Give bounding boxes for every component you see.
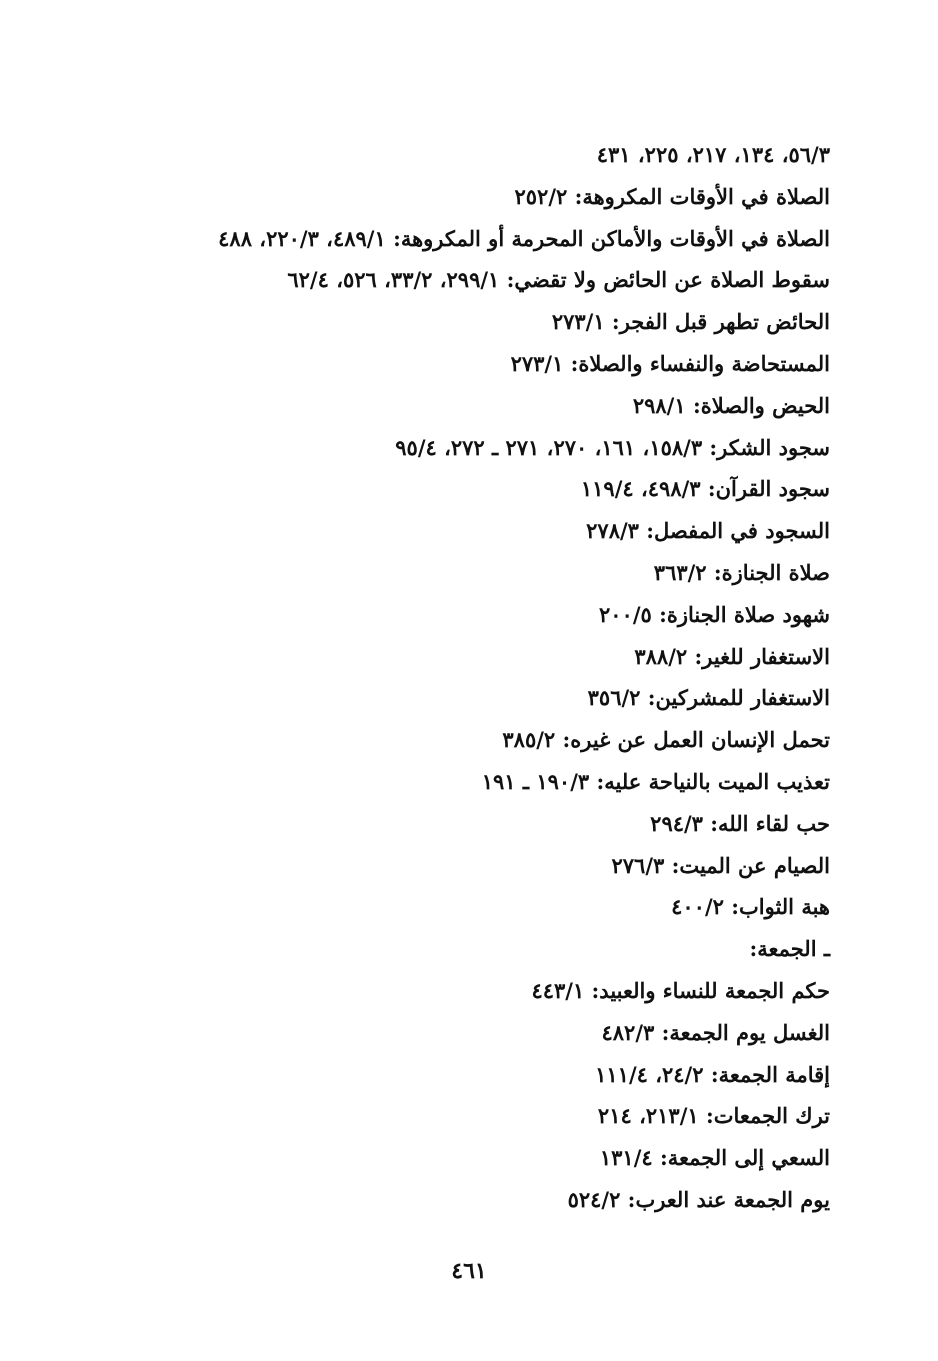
index-entry: ترك الجمعات: ٢١٣/١، ٢١٤ bbox=[597, 1103, 830, 1129]
index-entry: شهود صلاة الجنازة: ٢٠٠/٥ bbox=[599, 601, 830, 627]
index-entry: الغسل يوم الجمعة: ٤٨٢/٣ bbox=[601, 1019, 830, 1045]
index-entry: المستحاضة والنفساء والصلاة: ٢٧٣/١ bbox=[510, 350, 830, 376]
index-entry: إقامة الجمعة: ٢٤/٢، ١١١/٤ bbox=[595, 1061, 830, 1087]
index-entry: الصلاة في الأوقات والأماكن المحرمة أو المكروهة: ٤٨٩/١، ٢٢٠/٣، ٤٨٨ bbox=[218, 225, 830, 251]
page-number: ٤٦١ bbox=[451, 1258, 487, 1284]
index-entry: سجود الشكر: ١٥٨/٣، ١٦١، ٢٧٠، ٢٧١ ـ ٢٧٢، ٩٥/٤ bbox=[395, 434, 830, 460]
index-entry: تحمل الإنسان العمل عن غيره: ٣٨٥/٢ bbox=[502, 727, 830, 753]
index-entry: حب لقاء الله: ٢٩٤/٣ bbox=[650, 810, 830, 836]
index-entry: الحيض والصلاة: ٢٩٨/١ bbox=[632, 392, 830, 418]
index-entry: تعذيب الميت بالنياحة عليه: ١٩٠/٣ ـ ١٩١ bbox=[481, 768, 830, 794]
index-entry: الصلاة في الأوقات المكروهة: ٢٥٢/٢ bbox=[514, 183, 830, 209]
index-entry: الاستغفار للغير: ٣٨٨/٢ bbox=[634, 643, 830, 669]
index-entry: يوم الجمعة عند العرب: ٥٢٤/٢ bbox=[567, 1186, 830, 1212]
index-entry: ٥٦/٣، ١٣٤، ٢١٧، ٢٢٥، ٤٣١ bbox=[596, 142, 830, 167]
index-entry: سقوط الصلاة عن الحائض ولا تقضي: ٢٩٩/١، ٣٣/٢، ٥٢٦، ٦٢/٤ bbox=[287, 267, 830, 293]
index-entry: هبة الثواب: ٤٠٠/٢ bbox=[671, 894, 830, 920]
index-entry: الصيام عن الميت: ٢٧٦/٣ bbox=[611, 852, 830, 878]
index-entry: السجود في المفصل: ٢٧٨/٣ bbox=[586, 518, 830, 544]
index-entries bbox=[190, 134, 830, 1221]
index-entry: السعي إلى الجمعة: ١٣١/٤ bbox=[599, 1145, 830, 1171]
index-entry: سجود القرآن: ٤٩٨/٣، ١١٩/٤ bbox=[580, 476, 830, 502]
section-heading: ـ الجمعة: bbox=[749, 936, 830, 962]
index-entry: الحائض تطهر قبل الفجر: ٢٧٣/١ bbox=[551, 309, 830, 335]
index-entry: الاستغفار للمشركين: ٣٥٦/٢ bbox=[587, 685, 830, 711]
index-entry: صلاة الجنازة: ٣٦٣/٢ bbox=[653, 559, 830, 585]
index-entry: حكم الجمعة للنساء والعبيد: ٤٤٣/١ bbox=[531, 977, 830, 1003]
